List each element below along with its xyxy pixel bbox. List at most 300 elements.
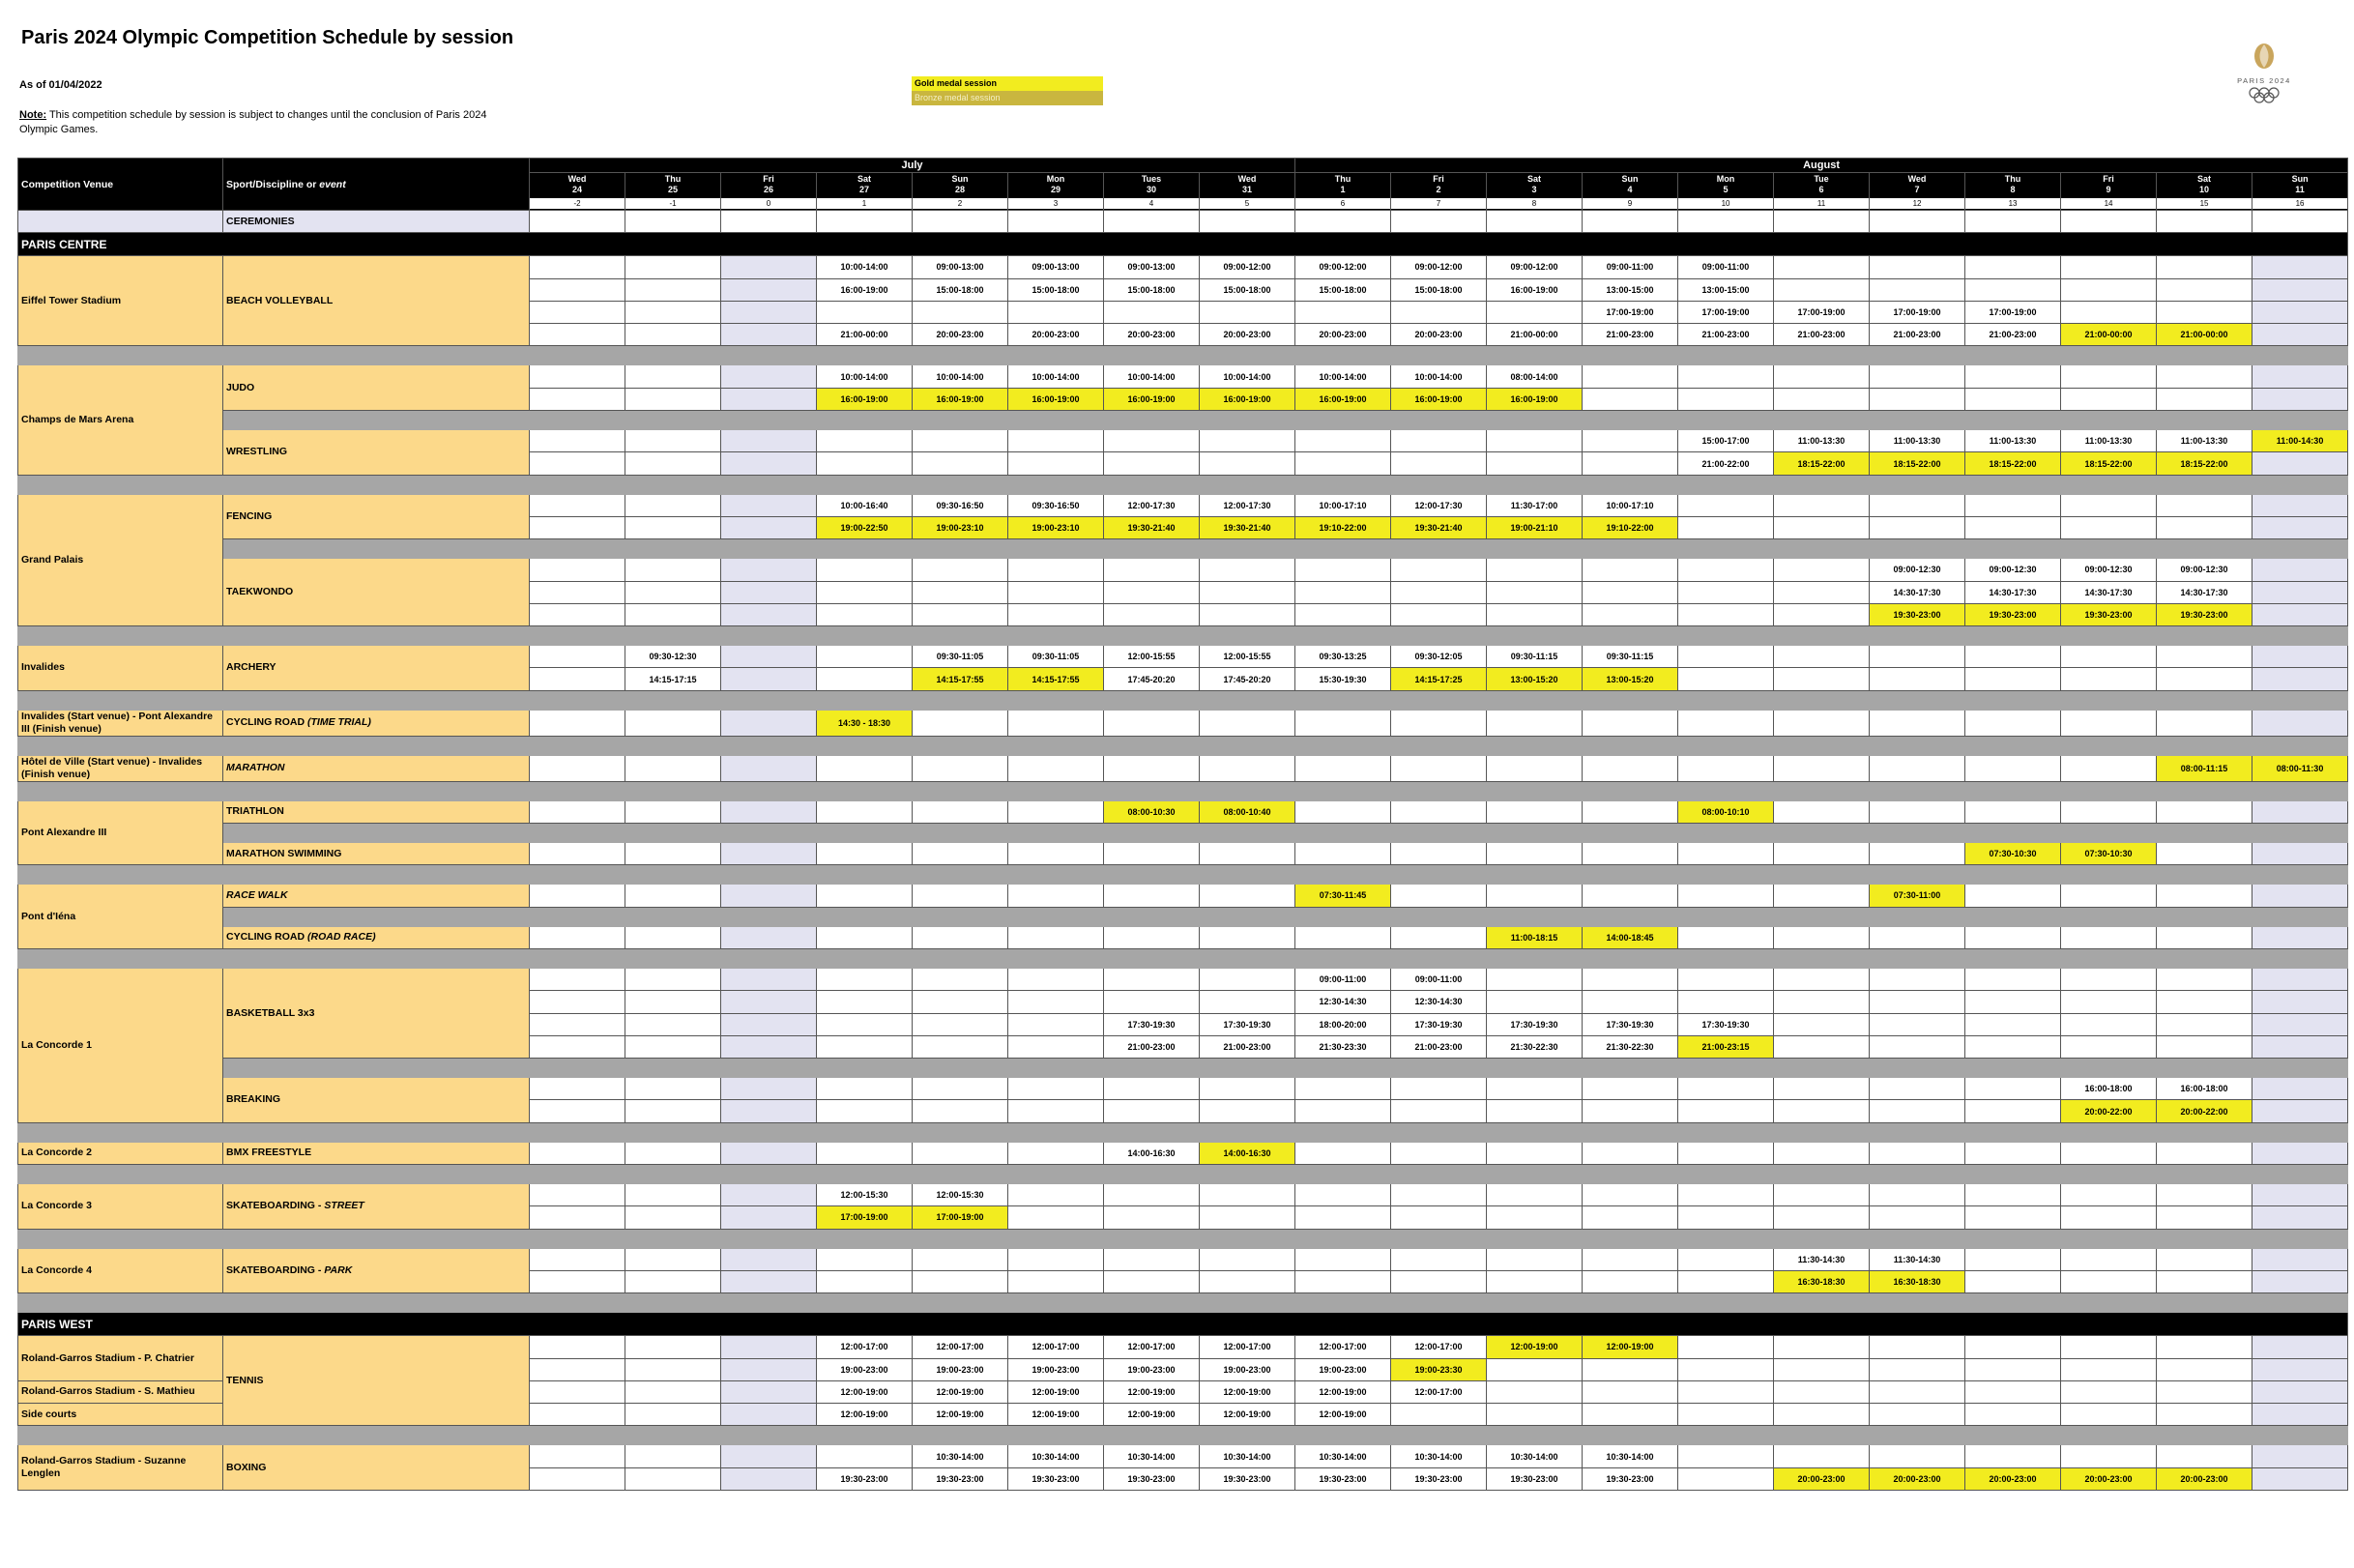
empty-cell: [2157, 885, 2252, 907]
empty-cell: [530, 1248, 625, 1270]
empty-cell: [1678, 968, 1774, 990]
empty-cell: [817, 301, 913, 323]
session-cell: 18:15-22:00: [1774, 452, 1870, 475]
empty-cell: [1583, 559, 1678, 581]
session-cell: 20:00-22:00: [2157, 1100, 2252, 1122]
paris-2024-logo: [2229, 39, 2299, 108]
empty-cell: [1583, 581, 1678, 603]
empty-cell: [817, 968, 913, 990]
session-cell: 12:00-19:00: [1295, 1380, 1391, 1403]
venue-name: Hôtel de Ville (Start venue) - Invalides (Finish venue): [18, 755, 223, 781]
empty-cell: [1678, 494, 1774, 516]
empty-cell: [1008, 452, 1104, 475]
session-cell: 19:00-23:00: [1104, 1358, 1200, 1380]
empty-cell: [721, 1336, 817, 1358]
empty-cell: [625, 885, 721, 907]
day-index: 12: [1870, 198, 1964, 209]
empty-cell: [530, 1358, 625, 1380]
schedule-row: [18, 1336, 2348, 1358]
session-cell: 19:10-22:00: [1583, 516, 1678, 538]
session-cell: 10:00-14:00: [817, 365, 913, 388]
empty-cell: [1295, 1142, 1391, 1164]
legend-bronze: Bronze medal session: [912, 91, 1103, 105]
empty-cell: [817, 755, 913, 781]
session-cell: 10:00-14:00: [1008, 365, 1104, 388]
empty-cell: [2157, 1404, 2252, 1426]
empty-cell: [721, 301, 817, 323]
empty-cell: [1583, 603, 1678, 625]
empty-cell: [2061, 1358, 2157, 1380]
session-cell: 19:30-23:00: [1583, 1467, 1678, 1490]
session-cell: 19:00-23:00: [1008, 1358, 1104, 1380]
empty-cell: [2157, 646, 2252, 668]
session-cell: 18:15-22:00: [1870, 452, 1965, 475]
empty-cell: [721, 1013, 817, 1035]
session-cell: 14:00-16:30: [1200, 1142, 1295, 1164]
separator-row: [18, 1293, 2348, 1313]
empty-cell: [1583, 1078, 1678, 1100]
session-cell: 12:00-17:00: [1391, 1380, 1487, 1403]
logo-text: PARIS 2024: [2237, 76, 2291, 85]
empty-cell: [1870, 991, 1965, 1013]
empty-cell: [1774, 968, 1870, 990]
day-date: 4: [1627, 185, 1633, 194]
empty-cell: [817, 1100, 913, 1122]
empty-cell: [721, 755, 817, 781]
empty-cell: [530, 324, 625, 346]
session-cell: 21:00-22:00: [1678, 452, 1774, 475]
session-cell: 19:30-23:00: [2157, 603, 2252, 625]
empty-cell: [1008, 1142, 1104, 1164]
empty-cell: [1295, 1270, 1391, 1292]
schedule-row: [18, 843, 2348, 865]
empty-cell: [625, 559, 721, 581]
session-cell: 18:15-22:00: [2061, 452, 2157, 475]
session-cell: 12:00-15:55: [1200, 646, 1295, 668]
empty-cell: [2252, 926, 2348, 948]
empty-cell: [1678, 1336, 1774, 1358]
empty-cell: [2061, 256, 2157, 278]
note-body: This competition schedule by session is subject to changes until the conclusion of Paris 2024 Olympic Games.: [19, 109, 487, 135]
session-cell: 11:30-14:30: [1774, 1248, 1870, 1270]
separator-row: [18, 1229, 2348, 1248]
empty-cell: [1774, 755, 1870, 781]
empty-cell: [721, 278, 817, 301]
empty-cell: [1200, 430, 1295, 452]
session-cell: 16:00-19:00: [1391, 388, 1487, 410]
separator: [18, 690, 2348, 710]
session-cell: 20:00-23:00: [913, 324, 1008, 346]
empty-cell: [625, 516, 721, 538]
day-date: 27: [858, 185, 869, 194]
empty-cell: [2252, 452, 2348, 475]
empty-cell: [817, 926, 913, 948]
empty-cell: [1008, 926, 1104, 948]
empty-cell: [1965, 1380, 2061, 1403]
empty-cell: [1870, 926, 1965, 948]
empty-cell: [1200, 211, 1295, 233]
separator: [18, 781, 2348, 800]
empty-cell: [625, 581, 721, 603]
empty-cell: [1487, 968, 1583, 990]
empty-cell: [1583, 968, 1678, 990]
sport-name: BEACH VOLLEYBALL: [223, 256, 530, 346]
session-cell: 14:15-17:55: [1008, 668, 1104, 690]
empty-cell: [530, 452, 625, 475]
schedule-row: [18, 755, 2348, 781]
empty-cell: [721, 1206, 817, 1229]
session-cell: 09:30-13:25: [1295, 646, 1391, 668]
empty-cell: [913, 800, 1008, 823]
empty-cell: [530, 581, 625, 603]
day-header: [530, 173, 625, 211]
session-cell: 10:00-14:00: [1391, 365, 1487, 388]
empty-cell: [817, 1142, 913, 1164]
empty-cell: [530, 1035, 625, 1058]
session-cell: 12:00-19:00: [1008, 1404, 1104, 1426]
empty-cell: [1678, 668, 1774, 690]
empty-cell: [625, 256, 721, 278]
empty-cell: [2157, 256, 2252, 278]
session-cell: 15:00-18:00: [1104, 278, 1200, 301]
empty-cell: [625, 710, 721, 736]
day-index: 11: [1774, 198, 1869, 209]
empty-cell: [625, 1100, 721, 1122]
empty-cell: [721, 1248, 817, 1270]
day-header: [817, 173, 913, 211]
venue-name: Champs de Mars Arena: [18, 365, 223, 475]
day-index: 10: [1678, 198, 1773, 209]
empty-cell: [913, 968, 1008, 990]
schedule-row: [18, 1142, 2348, 1164]
empty-cell: [1583, 388, 1678, 410]
session-cell: 11:00-18:15: [1487, 926, 1583, 948]
empty-cell: [1870, 710, 1965, 736]
empty-cell: [1583, 710, 1678, 736]
session-cell: 12:00-19:00: [1104, 1404, 1200, 1426]
empty-cell: [1965, 388, 2061, 410]
empty-cell: [1678, 1404, 1774, 1426]
session-cell: 12:00-19:00: [1295, 1404, 1391, 1426]
empty-cell: [1774, 843, 1870, 865]
session-cell: 17:30-19:30: [1678, 1013, 1774, 1035]
empty-cell: [1678, 581, 1774, 603]
session-cell: 20:00-23:00: [1200, 324, 1295, 346]
session-cell: 15:00-18:00: [1295, 278, 1391, 301]
empty-cell: [1391, 1404, 1487, 1426]
session-cell: 09:00-12:00: [1295, 256, 1391, 278]
day-of-week: Fri: [1433, 174, 1444, 184]
session-cell: 19:30-23:00: [1104, 1467, 1200, 1490]
session-cell: 14:15-17:55: [913, 668, 1008, 690]
session-cell: 21:30-22:30: [1487, 1035, 1583, 1058]
empty-cell: [1870, 365, 1965, 388]
empty-cell: [530, 1100, 625, 1122]
separator: [18, 948, 2348, 968]
empty-cell: [1965, 1206, 2061, 1229]
empty-cell: [1487, 211, 1583, 233]
schedule-row: [18, 1445, 2348, 1467]
empty-cell: [1583, 843, 1678, 865]
empty-cell: [1870, 278, 1965, 301]
empty-cell: [1487, 559, 1583, 581]
empty-cell: [1583, 1380, 1678, 1403]
session-cell: 10:30-14:00: [1200, 1445, 1295, 1467]
empty-cell: [1583, 430, 1678, 452]
session-cell: 19:00-23:00: [913, 1358, 1008, 1380]
empty-cell: [2157, 991, 2252, 1013]
separator: [18, 736, 2348, 755]
empty-cell: [913, 211, 1008, 233]
empty-cell: [1774, 1404, 1870, 1426]
empty-cell: [1965, 365, 2061, 388]
schedule-row: [18, 430, 2348, 452]
empty-cell: [530, 494, 625, 516]
empty-cell: [721, 581, 817, 603]
empty-cell: [530, 1336, 625, 1358]
session-cell: 09:30-11:05: [913, 646, 1008, 668]
empty-cell: [625, 1358, 721, 1380]
empty-cell: [2252, 646, 2348, 668]
empty-cell: [1104, 843, 1200, 865]
empty-cell: [530, 365, 625, 388]
empty-cell: [2252, 710, 2348, 736]
empty-cell: [2157, 1206, 2252, 1229]
empty-cell: [2252, 1467, 2348, 1490]
day-of-week: Fri: [2103, 174, 2114, 184]
empty-cell: [1104, 1206, 1200, 1229]
session-cell: 19:30-23:00: [1200, 1467, 1295, 1490]
empty-cell: [721, 926, 817, 948]
day-header: [1965, 173, 2061, 211]
sport-name: WRESTLING: [223, 430, 530, 476]
empty-cell: [1965, 800, 2061, 823]
empty-cell: [721, 885, 817, 907]
empty-cell: [1487, 843, 1583, 865]
day-date: 29: [1050, 185, 1061, 194]
empty-cell: [1008, 755, 1104, 781]
session-cell: 17:30-19:30: [1391, 1013, 1487, 1035]
session-cell: 11:00-14:30: [2252, 430, 2348, 452]
session-cell: 20:00-23:00: [1391, 324, 1487, 346]
day-header: [913, 173, 1008, 211]
session-cell: 09:30-12:30: [625, 646, 721, 668]
session-cell: 10:30-14:00: [1391, 1445, 1487, 1467]
session-cell: 12:00-19:00: [1104, 1380, 1200, 1403]
separator: [223, 824, 2348, 843]
day-date: 5: [1723, 185, 1729, 194]
day-header: [2061, 173, 2157, 211]
empty-cell: [1200, 1184, 1295, 1206]
day-index: 9: [1583, 198, 1677, 209]
session-cell: 09:00-11:00: [1678, 256, 1774, 278]
empty-cell: [1391, 1142, 1487, 1164]
session-cell: 19:30-23:00: [1487, 1467, 1583, 1490]
empty-cell: [817, 1270, 913, 1292]
session-cell: 07:30-10:30: [2061, 843, 2157, 865]
session-cell: 09:00-12:30: [2157, 559, 2252, 581]
empty-cell: [817, 430, 913, 452]
empty-cell: [1104, 1270, 1200, 1292]
schedule-row: [18, 710, 2348, 736]
empty-cell: [2061, 1184, 2157, 1206]
session-cell: 12:00-19:00: [817, 1404, 913, 1426]
session-cell: 21:00-23:00: [1965, 324, 2061, 346]
session-cell: 08:00-10:10: [1678, 800, 1774, 823]
empty-cell: [2061, 646, 2157, 668]
empty-cell: [1774, 668, 1870, 690]
empty-cell: [1870, 211, 1965, 233]
session-cell: 21:00-23:00: [1870, 324, 1965, 346]
empty-cell: [2252, 559, 2348, 581]
empty-cell: [2157, 1380, 2252, 1403]
empty-cell: [1583, 1100, 1678, 1122]
empty-cell: [1391, 559, 1487, 581]
schedule-row: [18, 926, 2348, 948]
separator: [18, 1122, 2348, 1142]
session-cell: 16:00-19:00: [1104, 388, 1200, 410]
empty-cell: [1678, 1206, 1774, 1229]
empty-cell: [1008, 710, 1104, 736]
session-cell: 19:00-23:00: [1200, 1358, 1295, 1380]
session-cell: 21:00-23:00: [1104, 1035, 1200, 1058]
session-cell: 09:00-13:00: [1104, 256, 1200, 278]
session-cell: 19:00-23:30: [1391, 1358, 1487, 1380]
empty-cell: [721, 1445, 817, 1467]
session-cell: 10:30-14:00: [1583, 1445, 1678, 1467]
session-cell: 14:15-17:25: [1391, 668, 1487, 690]
empty-cell: [2252, 1248, 2348, 1270]
empty-cell: [1008, 1078, 1104, 1100]
empty-cell: [1870, 1100, 1965, 1122]
empty-cell: [2061, 668, 2157, 690]
empty-cell: [1965, 211, 2061, 233]
empty-cell: [1008, 559, 1104, 581]
session-cell: 07:30-10:30: [1965, 843, 2061, 865]
session-cell: 09:00-12:00: [1487, 256, 1583, 278]
empty-cell: [1008, 991, 1104, 1013]
session-cell: 07:30-11:00: [1870, 885, 1965, 907]
empty-cell: [625, 278, 721, 301]
empty-cell: [2061, 301, 2157, 323]
empty-cell: [1774, 603, 1870, 625]
session-cell: 17:00-19:00: [1870, 301, 1965, 323]
empty-cell: [721, 1035, 817, 1058]
empty-cell: [1678, 843, 1774, 865]
empty-cell: [721, 603, 817, 625]
day-of-week: Sat: [2197, 174, 2212, 184]
empty-cell: [2061, 211, 2157, 233]
empty-cell: [2252, 494, 2348, 516]
empty-cell: [2157, 710, 2252, 736]
empty-cell: [1870, 843, 1965, 865]
day-header: [1487, 173, 1583, 211]
day-header: [2157, 173, 2252, 211]
separator-row: [18, 1165, 2348, 1184]
session-cell: 17:30-19:30: [1583, 1013, 1678, 1035]
empty-cell: [530, 1013, 625, 1035]
empty-cell: [721, 365, 817, 388]
empty-cell: [1678, 755, 1774, 781]
session-cell: 20:00-23:00: [1008, 324, 1104, 346]
session-cell: 19:10-22:00: [1295, 516, 1391, 538]
empty-cell: [1870, 1078, 1965, 1100]
empty-cell: [1678, 516, 1774, 538]
empty-cell: [1104, 755, 1200, 781]
empty-cell: [1774, 991, 1870, 1013]
empty-cell: [1295, 1206, 1391, 1229]
as-of-date: As of 01/04/2022: [19, 79, 102, 91]
empty-cell: [1870, 1358, 1965, 1380]
empty-cell: [530, 646, 625, 668]
empty-cell: [1965, 1270, 2061, 1292]
day-header: [625, 173, 721, 211]
empty-cell: [2252, 1445, 2348, 1467]
empty-cell: [1965, 278, 2061, 301]
empty-cell: [1200, 843, 1295, 865]
session-cell: 15:00-18:00: [913, 278, 1008, 301]
session-cell: 12:00-17:30: [1391, 494, 1487, 516]
empty-cell: [1774, 388, 1870, 410]
session-cell: 09:00-11:00: [1295, 968, 1391, 990]
session-cell: 16:00-18:00: [2061, 1078, 2157, 1100]
empty-cell: [2061, 800, 2157, 823]
empty-cell: [2061, 710, 2157, 736]
day-of-week: Sun: [1621, 174, 1639, 184]
sport-name: FENCING: [223, 494, 530, 539]
empty-cell: [1774, 1013, 1870, 1035]
empty-cell: [530, 211, 625, 233]
empty-cell: [2252, 301, 2348, 323]
empty-cell: [625, 1248, 721, 1270]
empty-cell: [817, 668, 913, 690]
session-cell: 10:00-14:00: [1295, 365, 1391, 388]
empty-cell: [1965, 885, 2061, 907]
session-cell: 07:30-11:45: [1295, 885, 1391, 907]
session-cell: 14:00-16:30: [1104, 1142, 1200, 1164]
empty-cell: [1391, 1206, 1487, 1229]
day-of-week: Thu: [1334, 174, 1351, 184]
session-cell: 19:30-21:40: [1391, 516, 1487, 538]
empty-cell: [2252, 843, 2348, 865]
empty-cell: [530, 516, 625, 538]
empty-cell: [1870, 1184, 1965, 1206]
day-header: [1870, 173, 1965, 211]
empty-cell: [913, 843, 1008, 865]
empty-cell: [913, 1013, 1008, 1035]
empty-cell: [1965, 516, 2061, 538]
empty-cell: [2157, 968, 2252, 990]
empty-cell: [2157, 301, 2252, 323]
empty-cell: [2061, 1404, 2157, 1426]
empty-cell: [1870, 1035, 1965, 1058]
empty-cell: [1965, 668, 2061, 690]
session-cell: 12:30-14:30: [1295, 991, 1391, 1013]
session-cell: 10:00-16:40: [817, 494, 913, 516]
empty-cell: [1200, 1270, 1295, 1292]
empty-cell: [1583, 452, 1678, 475]
empty-cell: [817, 646, 913, 668]
empty-cell: [1678, 926, 1774, 948]
session-cell: 20:00-23:00: [1870, 1467, 1965, 1490]
empty-cell: [530, 800, 625, 823]
empty-cell: [913, 885, 1008, 907]
empty-cell: [1965, 1336, 2061, 1358]
day-index: 0: [721, 198, 816, 209]
session-cell: 09:00-12:00: [1200, 256, 1295, 278]
empty-cell: [721, 710, 817, 736]
sport-name: SKATEBOARDING - STREET: [223, 1184, 530, 1230]
